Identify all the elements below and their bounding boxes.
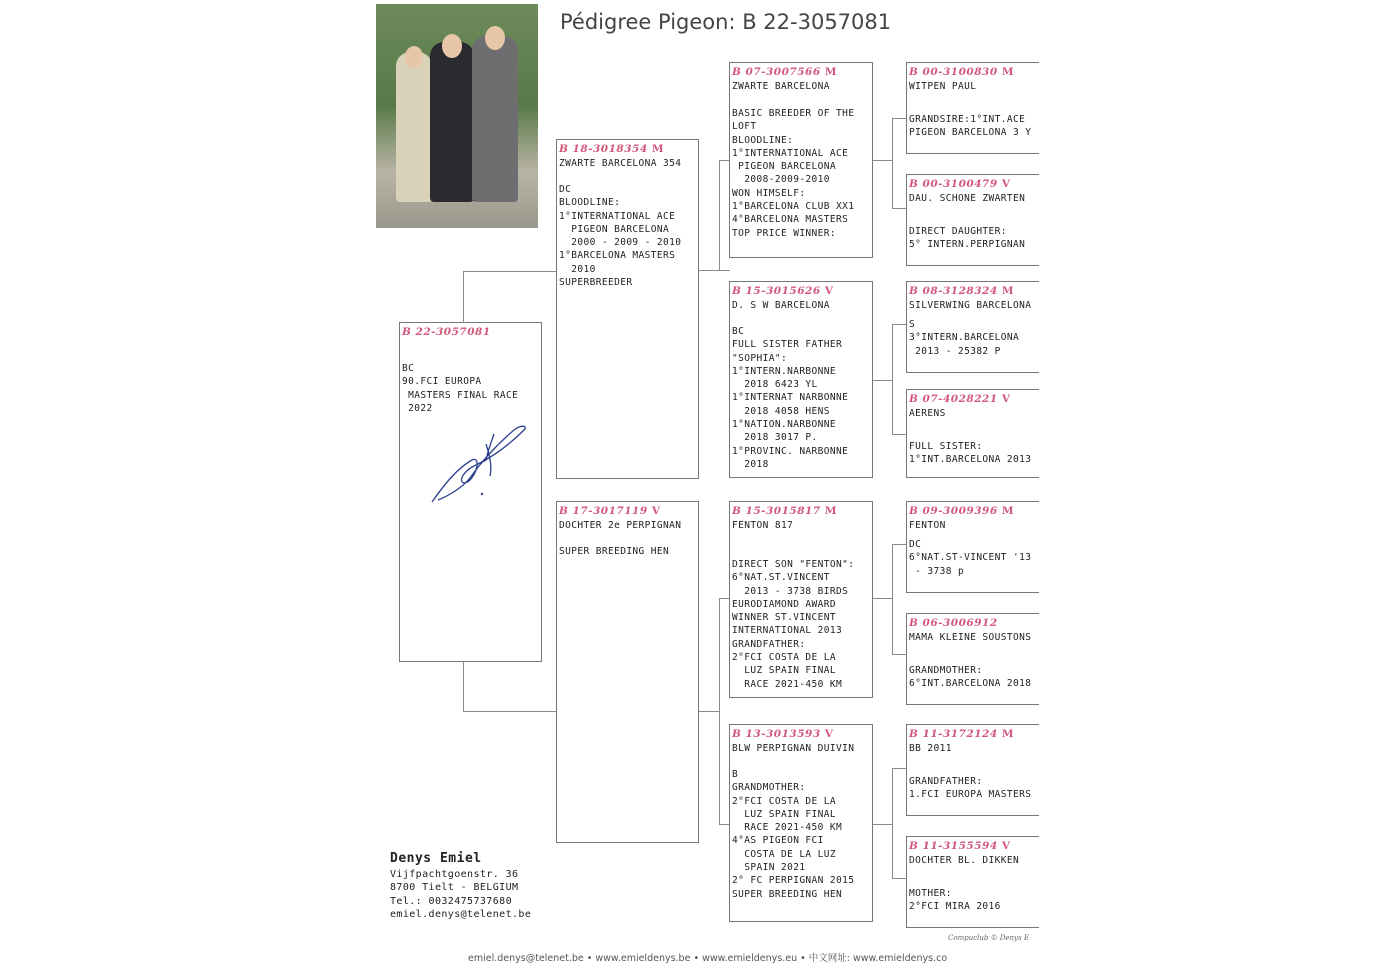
dam-dam-info: B GRANDMOTHER: 2°FCI COSTA DE LA LUZ SPAIN FINAL RACE 2021-450 KM 4°AS PIGEON FCI COSTA DE LA LUZ SPAIN 2021 2° FC PERPIGNAN 2015 SUPER BREEDING HEN [732,769,855,900]
breeder-street: Vijfpachtgoenstr. 36 [390,869,519,880]
ancestor-card-4[interactable]: B 07-4028221 V AERENS FULL SISTER: 1°INT.BARCELONA 2013 [906,389,1039,478]
ancestor-card-3[interactable]: B 08-3128324 M SILVERWING BARCELONA S 3°INTERN.BARCELONA 2013 - 25382 P [906,281,1039,373]
ancestor-info: GRANDSIRE:1°INT.ACE PIGEON BARCELONA 3 Y [909,114,1032,139]
ancestor-card-8[interactable]: B 11-3155594 V DOCHTER BL. DIKKEN MOTHER: 2°FCI MIRA 2016 [906,836,1039,928]
ancestor-info: GRANDFATHER: 1.FCI EUROPA MASTERS [909,776,1032,801]
sire-info: DC BLOODLINE: 1°INTERNATIONAL ACE PIGEON BARCELONA 2000 - 2009 - 2010 1°BARCELONA MASTERS 2010 SUPERBREEDER [559,184,682,289]
dam-sire-card[interactable] [729,501,873,698]
ancestor-name: WITPEN PAUL [909,81,977,92]
sire-ring-number: B 18-3018354 M [559,143,664,155]
dam-dam-name: BLW PERPIGNAN DUIVIN [732,743,855,754]
dam-dam-ring-number: B 13-3013593 V [732,728,834,740]
ancestor-name: DOCHTER BL. DIKKEN [909,855,1020,866]
ancestor-info: FULL SISTER: 1°INT.BARCELONA 2013 [909,441,1032,466]
software-credit: Compuclub © Denys E [948,934,1029,942]
sire-sire-ring-number: B 07-3007566 M [732,66,837,78]
ancestor-info: DC 6°NAT.ST-VINCENT '13 - 3738 p [909,539,1032,577]
dam-card[interactable] [556,501,699,843]
dam-dam-card[interactable] [729,724,873,922]
sire-dam-name: D. S W BARCELONA [732,300,830,311]
ancestor-info: MOTHER: 2°FCI MIRA 2016 [909,888,1001,913]
owner-signature [428,420,532,508]
breeder-city: 8700 Tielt - BELGIUM [390,882,519,894]
sire-dam-info: BC FULL SISTER FATHER "SOPHIA": 1°INTERN.NARBONNE 2018 6423 YL 1°INTERNAT NARBONNE 2018 4058 HENS 1°NATION.NARBONNE 2018 3017 P. 1°PROVINC. NARBONNE 2018 [732,326,849,470]
ancestor-name: AERENS [909,408,946,419]
sire-sire-info: BASIC BREEDER OF THE LOFT BLOODLINE: 1°INTERNATIONAL ACE PIGEON BARCELONA 2008-2009-2010 WON HIMSELF: 1°BARCELONA CLUB XX1 4°BARCELONA MASTERS TOP PRICE WINNER: [732,108,855,239]
subject-ring-number: B 22-3057081 [402,326,491,338]
ancestor-name: FENTON [909,520,946,531]
breeder-email[interactable]: emiel.denys@telenet.be [390,908,532,920]
ancestor-card-6[interactable]: B 06-3006912 MAMA KLEINE SOUSTONS GRANDMOTHER: 6°INT.BARCELONA 2018 [906,613,1039,705]
breeder-phone: Tel.: 0032475737680 [390,895,512,907]
dam-sire-ring-number: B 15-3015817 M [732,505,837,517]
sire-sire-card[interactable] [729,62,873,258]
breeder-name: Denys Emiel [390,851,482,866]
ancestor-card-7[interactable]: B 11-3172124 M BB 2011 GRANDFATHER: 1.FCI EUROPA MASTERS [906,724,1039,816]
dam-info: SUPER BREEDING HEN [559,546,670,557]
breeder-photo [376,4,538,228]
sire-name: ZWARTE BARCELONA 354 [559,158,682,169]
ancestor-name: SILVERWING BARCELONA [909,300,1032,311]
breeder-address [390,850,531,921]
ancestor-name: BB 2011 [909,743,952,754]
ancestor-name: DAU. SCHONE ZWARTEN [909,193,1026,204]
ancestor-card-2[interactable]: B 00-3100479 V DAU. SCHONE ZWARTEN DIRECT DAUGHTER: 5° INTERN.PERPIGNAN [906,174,1039,266]
dam-sire-name: FENTON 817 [732,520,794,531]
ancestor-info: S 3°INTERN.BARCELONA 2013 - 25382 P [909,319,1020,357]
sire-dam-card[interactable] [729,281,873,478]
page-title: Pédigree Pigeon: B 22-3057081 [560,10,892,34]
footer-links[interactable]: emiel.denys@telenet.be • www.emieldenys.be • www.emieldenys.eu • 中文网址: www.emieldenys.co [468,953,948,964]
dam-sire-info: DIRECT SON "FENTON": 6°NAT.ST.VINCENT 2013 - 3738 BIRDS EURODIAMOND AWARD WINNER ST.VINCENT INTERNATIONAL 2013 GRANDFATHER: 2°FCI COSTA DE LA LUZ SPAIN FINAL RACE 2021-450 KM [732,559,855,690]
sire-card[interactable] [556,139,699,479]
dam-ring-number: B 17-3017119 V [559,505,661,517]
dam-name: DOCHTER 2e PERPIGNAN [559,520,682,531]
ancestor-info: GRANDMOTHER: 6°INT.BARCELONA 2018 [909,665,1032,690]
sire-sire-name: ZWARTE BARCELONA [732,81,830,92]
sire-dam-ring-number: B 15-3015626 V [732,285,834,297]
ancestor-info: DIRECT DAUGHTER: 5° INTERN.PERPIGNAN [909,226,1026,251]
ancestor-name: MAMA KLEINE SOUSTONS [909,632,1032,643]
subject-info: BC 90.FCI EUROPA MASTERS FINAL RACE 2022 [402,363,519,414]
ancestor-card-5[interactable]: B 09-3009396 M FENTON DC 6°NAT.ST-VINCENT '13 - 3738 p [906,501,1039,593]
ancestor-card-1[interactable]: B 00-3100830 M WITPEN PAUL GRANDSIRE:1°INT.ACE PIGEON BARCELONA 3 Y [906,62,1039,154]
